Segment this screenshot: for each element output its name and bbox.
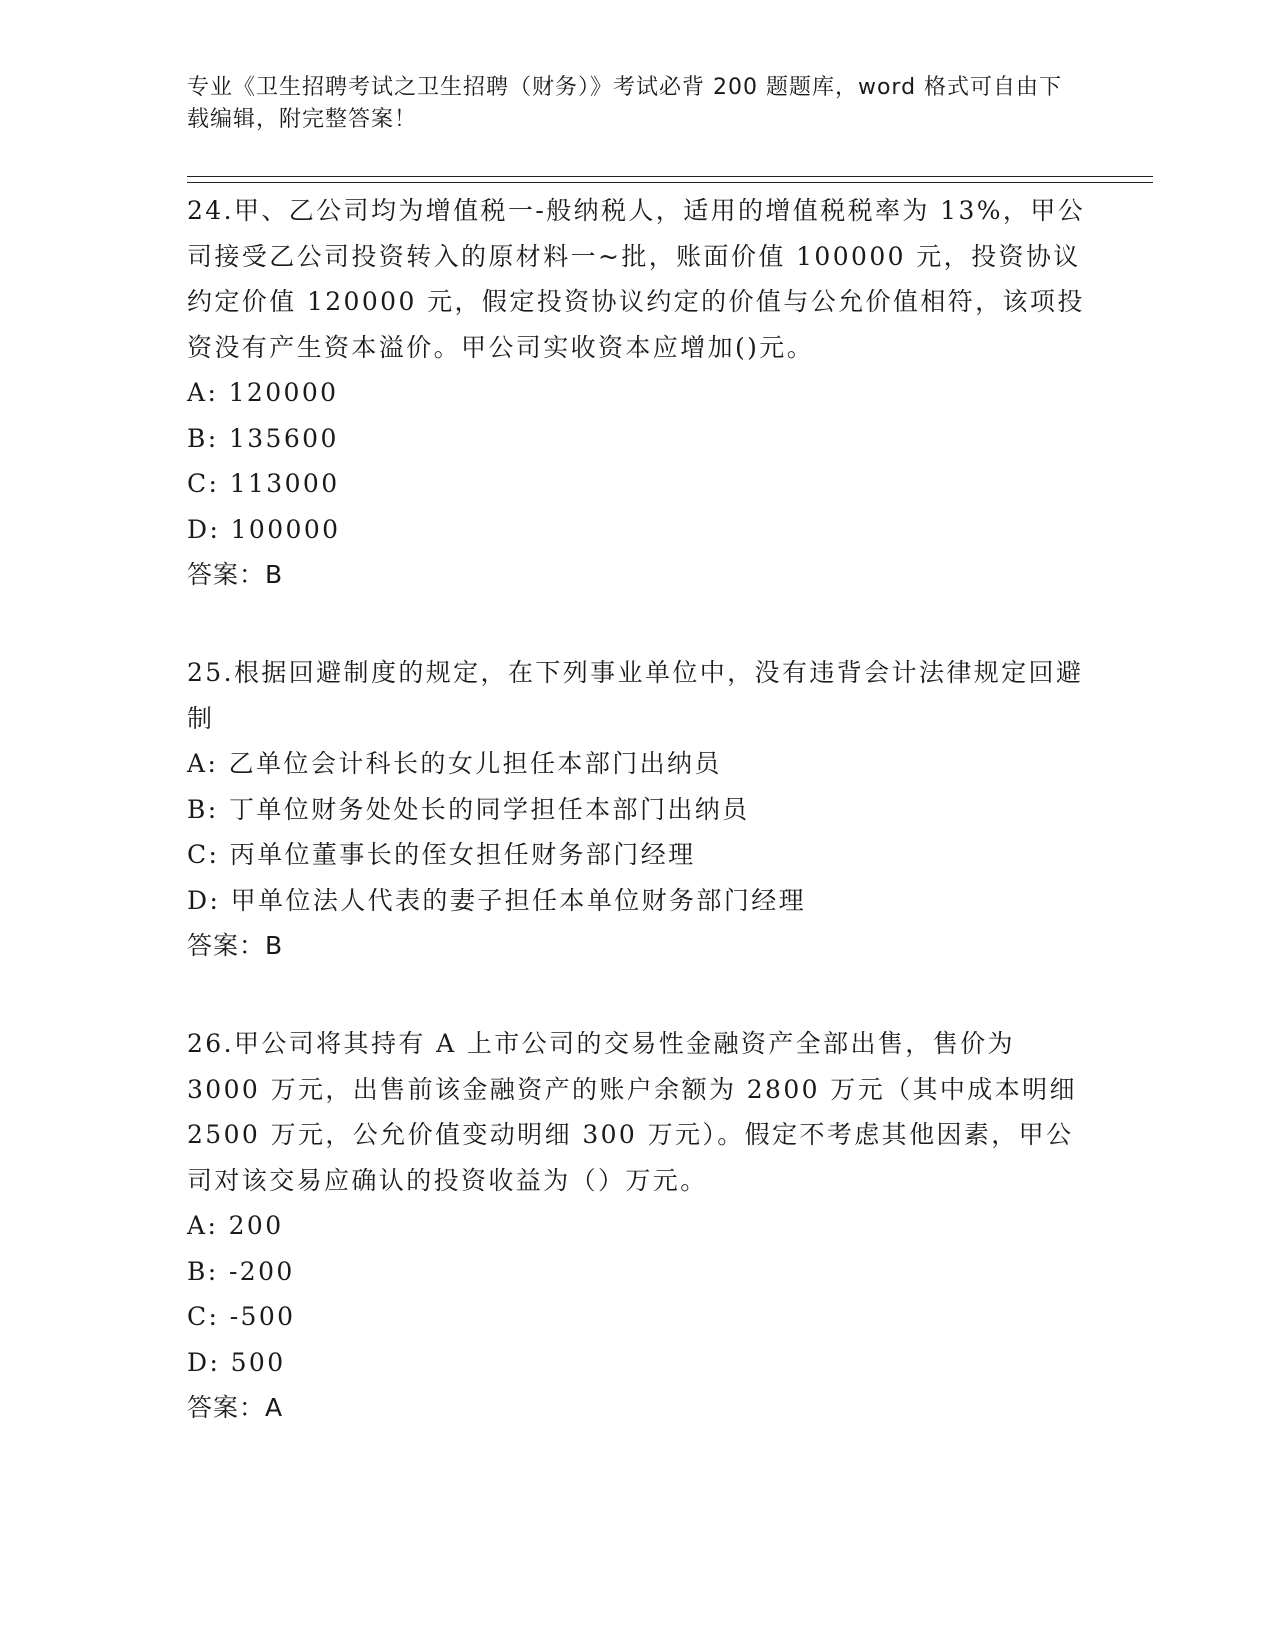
option-d: D: 100000 [187,514,341,544]
question-stem: 26.甲公司将其持有 A 上市公司的交易性金融资产全部出售，售价为 3000 万元，出售前该金融资产的账户余额为 2800 万元（其中成本明细 2500 万元，公允价值变动明细 300 万元）。假定不考虑其他因素，甲公司对该交易应确认的投资收益为（）万元。 [187,1029,1077,1195]
option-b: B: -200 [187,1256,295,1286]
option-b: B: 135600 [187,423,339,453]
option-c: C: 丙单位董事长的侄女担任财务部门经理 [187,840,696,869]
question-26 [187,1021,1087,1431]
option-c: C: -500 [187,1302,296,1331]
question-24 [187,188,1087,598]
option-a: A: 120000 [187,378,339,407]
option-d: D: 甲单位法人代表的妻子担任本单位财务部门经理 [187,885,807,915]
answer-line: 答案：A [187,1393,284,1422]
question-25 [187,650,1087,969]
answer-line: 答案：B [187,560,284,589]
option-c: C: 113000 [187,469,340,498]
document-header: 专业《卫生招聘考试之卫生招聘（财务）》考试必背 200 题题库，word 格式可自由下载编辑，附完整答案！ [187,75,1063,132]
question-list [187,188,1087,1483]
option-a: A: 乙单位会计科长的女儿担任本部门出纳员 [187,749,722,778]
answer-line: 答案：B [187,931,284,960]
header-divider-top [187,176,1153,177]
header-divider-bottom [187,182,1153,183]
question-stem: 25.根据回避制度的规定，在下列事业单位中，没有违背会计法律规定回避制 [187,658,1084,733]
question-stem: 24.甲、乙公司均为增值税一-般纳税人，适用的增值税税率为 13%，甲公司接受乙公司投资转入的原材料一~批，账面价值 100000 元，投资协议约定价值 120000 元，假定投资协议约定的价值与公允价值相符，该项投资没有产生资本溢价。甲公司实收资本应增加()元。 [187,196,1086,362]
option-a: A: 200 [187,1211,284,1240]
option-b: B: 丁单位财务处处长的同学担任本部门出纳员 [187,794,750,824]
option-d: D: 500 [187,1347,286,1377]
